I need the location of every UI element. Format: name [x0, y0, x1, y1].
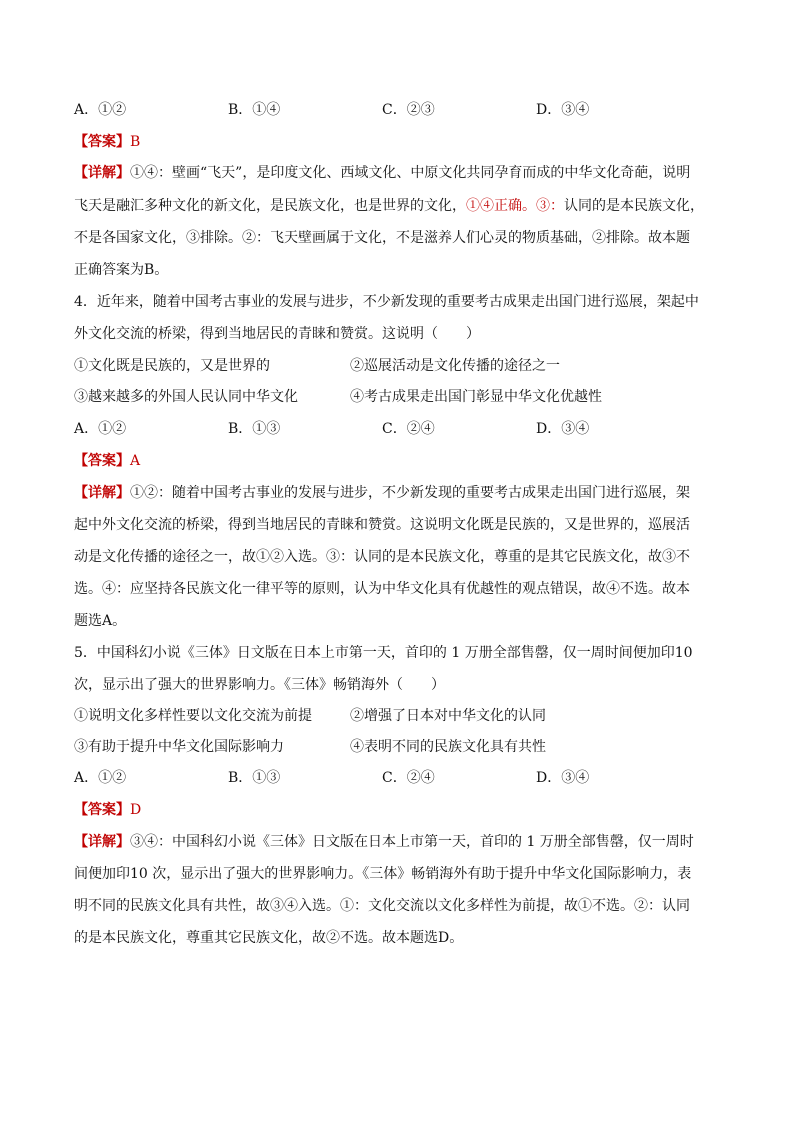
q4-stem-line-2: 外文化交流的桥梁，得到当地居民的青睐和赞赏。这说明（ ） [74, 326, 480, 342]
explanation-text: ①②：随着中国考古事业的发展与进步，不少新发现的重要考古成果走出国门进行巡展，架 [130, 485, 690, 501]
q5-stem-line-1: 5．中国科幻小说《三体》日文版在日本上市第一天，首印的 1 万册全部售罄，仅一周时间便加印10 [74, 645, 693, 661]
q5-option-d: D．③④ [536, 770, 590, 786]
q4-statement-3: ③越来越多的外国人民认同中华文化 [74, 389, 298, 405]
q3-explanation-line-1 [74, 163, 690, 183]
q5-statement-3: ③有助于提升中华文化国际影响力 [74, 739, 284, 755]
q5-explanation-line-3: 明不同的民族文化具有共性，故③④入选。①：文化交流以文化多样性为前提，故①不选。②：认同 [74, 898, 690, 914]
q3-option-b: B．①④ [228, 102, 281, 118]
q5-explanation-line-1 [74, 832, 694, 852]
q4-statement-1: ①文化既是民族的，又是世界的 [74, 358, 270, 374]
answer-label: 【答案】 [74, 453, 130, 469]
q5-stem-line-2: 次，显示出了强大的世界影响力。《三体》畅销海外（ ） [74, 677, 445, 693]
q4-option-a: A．①② [74, 421, 127, 437]
q3-explanation-line-4: 正确答案为B。 [74, 262, 169, 278]
q5-statement-1: ①说明文化多样性要以文化交流为前提 [74, 708, 312, 724]
q4-option-d: D．③④ [536, 421, 590, 437]
q3-answer [74, 132, 140, 152]
q3-option-a: A．①② [74, 102, 127, 118]
explanation-label: 【详解】 [74, 165, 130, 181]
explanation-text: 飞天是融汇多种文化的新文化，是民族文化，也是世界的文化， [74, 198, 466, 214]
q4-option-b: B．①③ [228, 421, 281, 437]
q5-statement-4: ④表明不同的民族文化具有共性 [350, 739, 546, 755]
answer-label: 【答案】 [74, 802, 130, 818]
explanation-text: ①④：壁画“飞天”，是印度文化、西域文化、中原文化共同孕育而成的中华文化奇葩，说明 [130, 165, 691, 181]
q5-explanation-line-4: 的是本民族文化，尊重其它民族文化，故②不选。故本题选D。 [74, 930, 464, 946]
q3-explanation-line-2 [74, 196, 704, 216]
q4-explanation-line-4: 选。④：应坚持各民族文化一律平等的原则，认为中华文化具有优越性的观点错误，故④不选。故本 [74, 581, 690, 597]
q5-option-a: A．①② [74, 770, 127, 786]
answer-label: 【答案】 [74, 134, 130, 150]
explanation-label: 【详解】 [74, 485, 130, 501]
q5-option-b: B．①③ [228, 770, 281, 786]
q3-option-d: D．③④ [536, 102, 590, 118]
q4-explanation-line-5: 题选A。 [74, 613, 127, 629]
q4-explanation-line-3: 动是文化传播的途径之一，故①②入选。③：认同的是本民族文化，尊重的是其它民族文化，故③不 [74, 549, 690, 565]
q3-explanation-line-3: 不是各国家文化，③排除。②：飞天壁画属于文化，不是滋养人们心灵的物质基础，②排除。故本题 [74, 230, 690, 246]
explanation-text: ③④：中国科幻小说《三体》日文版在日本上市第一天，首印的 1 万册全部售罄，仅一周时 [130, 834, 694, 850]
explanation-highlight: ①④正确。③： [466, 198, 564, 214]
explanation-label: 【详解】 [74, 834, 130, 850]
q4-explanation-line-1 [74, 483, 690, 503]
q4-stem-line-1: 4．近年来，随着中国考古事业的发展与进步，不少新发现的重要考古成果走出国门进行巡展，架起中 [74, 294, 699, 310]
answer-value: D [130, 802, 142, 818]
answer-value: B [130, 134, 141, 150]
answer-value: A [130, 453, 141, 469]
q4-explanation-line-2: 起中外文化交流的桥梁，得到当地居民的青睐和赞赏。这说明文化既是民族的，又是世界的，巡展活 [74, 517, 690, 533]
q4-statement-2: ②巡展活动是文化传播的途径之一 [350, 358, 560, 374]
q4-option-c: C．②④ [382, 421, 435, 437]
q4-answer [74, 451, 140, 471]
q5-option-c: C．②④ [382, 770, 435, 786]
q5-answer [74, 800, 141, 820]
explanation-text: 认同的是本民族文化， [564, 198, 704, 214]
q4-statement-4: ④考古成果走出国门彰显中华文化优越性 [350, 389, 602, 405]
q5-statement-2: ②增强了日本对中华文化的认同 [350, 708, 546, 724]
q5-explanation-line-2: 间便加印10 次，显示出了强大的世界影响力。《三体》畅销海外有助于提升中华文化国际影响力，表 [74, 866, 692, 882]
q3-option-c: C．②③ [382, 102, 435, 118]
